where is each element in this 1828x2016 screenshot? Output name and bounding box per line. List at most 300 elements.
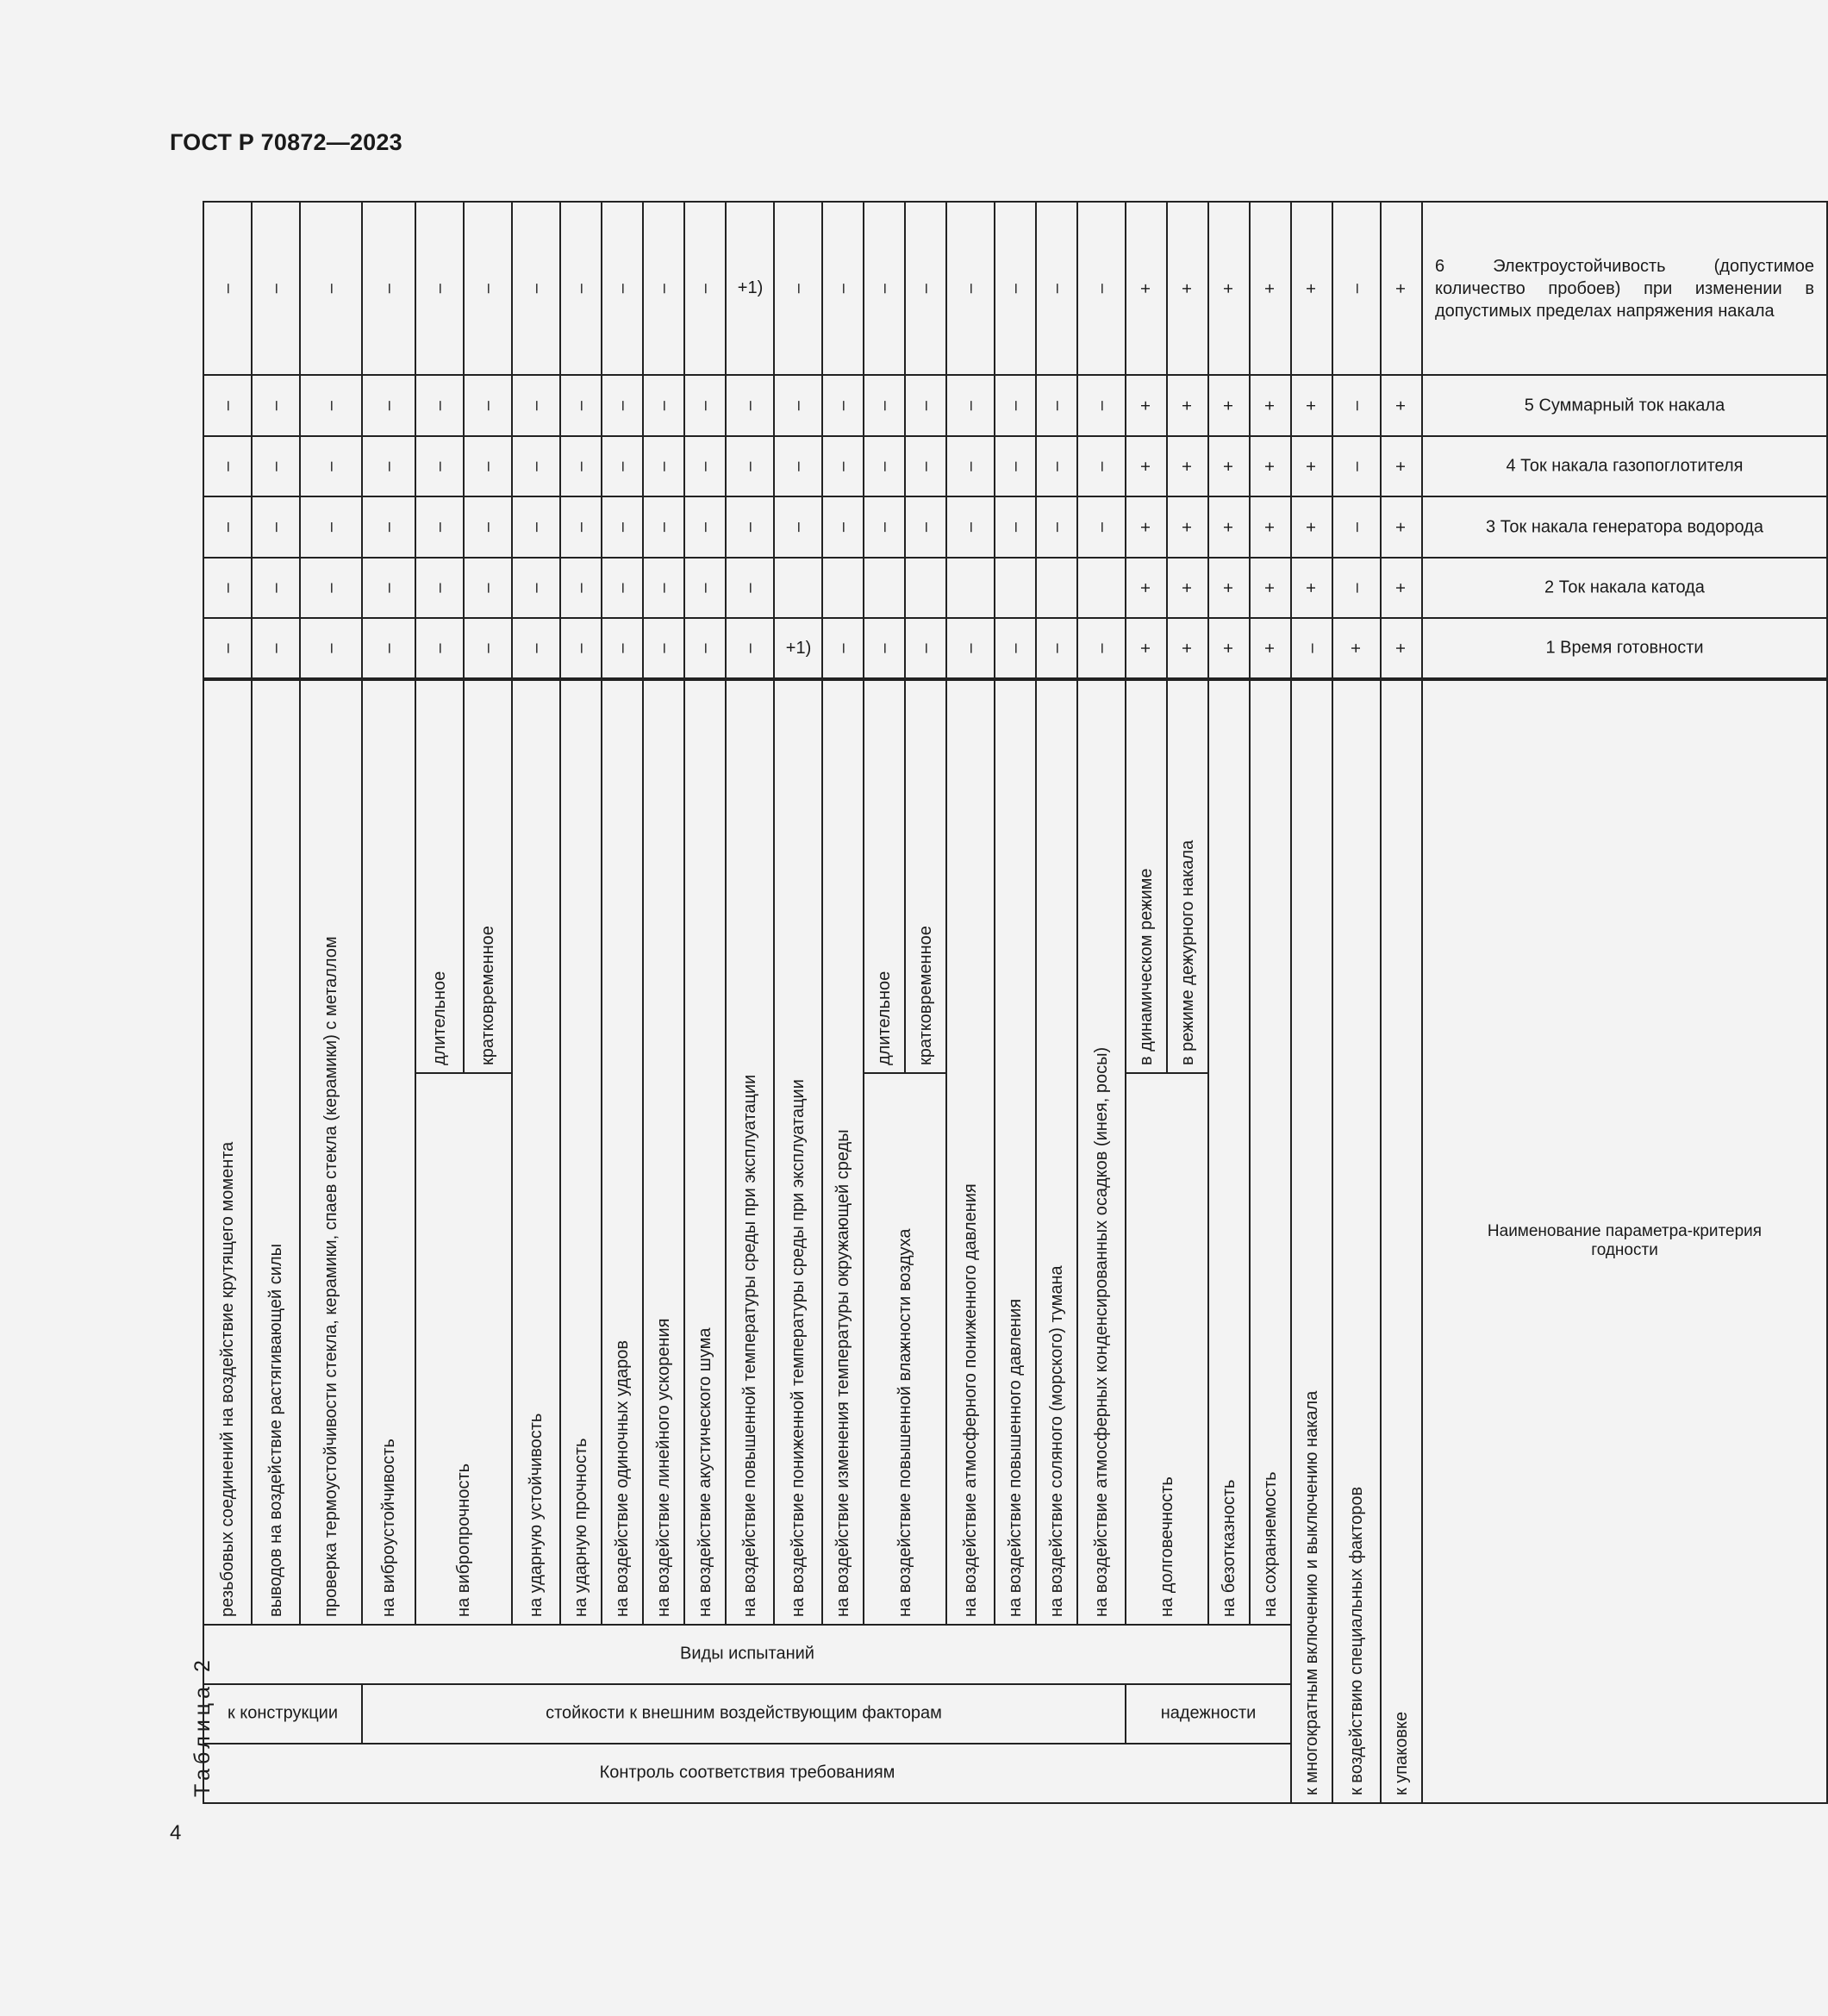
value-cell xyxy=(203,558,252,618)
value-cell xyxy=(1291,436,1332,496)
applicability-mark: + xyxy=(1301,400,1321,411)
value-cell xyxy=(905,436,946,496)
value-cell xyxy=(1077,436,1126,496)
table-row xyxy=(512,202,560,1803)
value-cell xyxy=(684,496,726,557)
value-cell xyxy=(1381,375,1422,435)
table-row xyxy=(300,202,362,1803)
applicability-mark: + xyxy=(1301,583,1321,593)
test-label-cell xyxy=(560,679,602,1625)
value-cell xyxy=(362,618,415,678)
test-label-cell xyxy=(1381,679,1422,1803)
applicability-mark: – xyxy=(321,461,340,471)
applicability-mark: + xyxy=(1301,283,1321,294)
applicability-mark: – xyxy=(612,461,632,471)
applicability-mark: – xyxy=(1005,284,1025,294)
parameter-header-row xyxy=(1422,202,1827,1803)
value-cell xyxy=(1332,375,1381,435)
parameter-header-cell xyxy=(1422,558,1827,618)
parameter-header-label: 4 Ток накала газопоглотителя xyxy=(1506,456,1744,476)
test-label-cell xyxy=(1250,679,1291,1625)
applicability-mark: + xyxy=(1219,461,1238,471)
parameter-header-label: 1 Время готовности xyxy=(1545,638,1704,658)
value-cell xyxy=(995,558,1036,618)
value-cell xyxy=(203,375,252,435)
applicability-mark: + xyxy=(1219,400,1238,411)
value-cell xyxy=(1208,496,1250,557)
value-cell xyxy=(684,618,726,678)
applicability-mark: – xyxy=(695,643,714,653)
value-cell xyxy=(1036,436,1077,496)
applicability-mark: – xyxy=(695,583,714,593)
specification-table-frame xyxy=(203,201,1814,1804)
value-cell xyxy=(1250,618,1291,678)
applicability-mark: +1) xyxy=(737,278,763,298)
applicability-mark: – xyxy=(1091,522,1111,533)
table-row xyxy=(1036,202,1077,1803)
test-types-header: Виды испытаний xyxy=(680,1644,814,1663)
value-cell xyxy=(1381,558,1422,618)
value-cell xyxy=(1077,558,1126,618)
value-cell xyxy=(362,496,415,557)
value-cell xyxy=(1077,496,1126,557)
value-cell xyxy=(1332,436,1381,496)
test-label: к многократным включению и выключению накала xyxy=(1301,1390,1321,1795)
value-cell xyxy=(1077,618,1126,678)
applicability-mark: + xyxy=(1177,400,1197,411)
test-label: на воздействие соляного (морского) тумана xyxy=(1046,1265,1066,1617)
value-cell xyxy=(946,436,995,496)
applicability-mark: + xyxy=(1219,521,1238,533)
applicability-mark: + xyxy=(1260,583,1280,593)
test-group-label: на долговечность xyxy=(1157,1476,1176,1617)
test-label-cell xyxy=(1332,679,1381,1803)
applicability-mark: – xyxy=(1091,284,1111,294)
applicability-mark: – xyxy=(833,401,852,411)
corner-header-cell xyxy=(1422,679,1827,1803)
applicability-mark: + xyxy=(1391,643,1411,653)
test-label: на воздействие атмосферного пониженного давления xyxy=(960,1183,980,1617)
document-header: ГОСТ Р 70872—2023 xyxy=(170,129,402,155)
value-cell xyxy=(560,436,602,496)
test-label-cell xyxy=(946,679,995,1625)
test-sublabel-cell xyxy=(1167,679,1208,1073)
table-row xyxy=(1332,202,1381,1803)
applicability-mark: – xyxy=(378,461,398,471)
applicability-mark: – xyxy=(788,401,808,411)
applicability-mark: – xyxy=(477,284,497,294)
applicability-mark: – xyxy=(739,643,759,653)
value-cell xyxy=(1332,558,1381,618)
value-cell xyxy=(1291,202,1332,375)
applicability-mark: – xyxy=(477,583,497,593)
applicability-mark: +1) xyxy=(785,638,811,658)
value-cell xyxy=(1381,496,1422,557)
applicability-mark: – xyxy=(960,643,980,653)
applicability-mark: – xyxy=(1005,401,1025,411)
applicability-mark: + xyxy=(1391,461,1411,471)
table-row xyxy=(415,202,464,1803)
applicability-mark: – xyxy=(833,284,852,294)
applicability-mark: – xyxy=(321,401,340,411)
applicability-mark: – xyxy=(321,583,340,593)
applicability-mark: – xyxy=(477,461,497,471)
value-cell xyxy=(1167,202,1208,375)
applicability-mark: – xyxy=(874,284,894,294)
applicability-mark: – xyxy=(695,522,714,533)
test-sublabel: кратковременное xyxy=(915,926,935,1066)
applicability-mark: + xyxy=(1177,643,1197,653)
value-cell xyxy=(1126,436,1167,496)
value-cell xyxy=(1250,375,1291,435)
test-label: на воздействие линейного ускорения xyxy=(653,1318,673,1617)
value-cell xyxy=(602,436,643,496)
value-cell xyxy=(995,202,1036,375)
value-cell xyxy=(864,375,905,435)
value-cell xyxy=(822,375,864,435)
applicability-mark: – xyxy=(1301,643,1321,653)
applicability-mark: – xyxy=(429,643,449,653)
applicability-mark: + xyxy=(1346,643,1366,653)
test-group-label: на вибропрочность xyxy=(453,1463,473,1617)
value-cell xyxy=(1167,618,1208,678)
applicability-mark: – xyxy=(217,284,237,294)
test-label-cell xyxy=(512,679,560,1625)
applicability-mark: – xyxy=(612,284,632,294)
value-cell xyxy=(464,436,512,496)
value-cell xyxy=(822,202,864,375)
applicability-mark: – xyxy=(571,522,590,533)
applicability-mark: – xyxy=(960,401,980,411)
value-cell xyxy=(643,496,684,557)
value-cell xyxy=(560,496,602,557)
value-cell xyxy=(726,375,774,435)
applicability-mark: – xyxy=(833,643,852,653)
applicability-mark: – xyxy=(1346,461,1366,471)
applicability-mark: – xyxy=(915,522,935,533)
value-cell xyxy=(726,496,774,557)
applicability-mark: – xyxy=(653,284,673,294)
value-cell xyxy=(362,558,415,618)
value-cell xyxy=(362,202,415,375)
value-cell xyxy=(512,375,560,435)
applicability-mark: + xyxy=(1260,643,1280,653)
applicability-mark: – xyxy=(653,643,673,653)
value-cell xyxy=(1332,496,1381,557)
test-label: на воздействие атмосферных конденсированных осадков (инея, росы) xyxy=(1091,1046,1111,1617)
applicability-mark: + xyxy=(1136,400,1156,411)
test-label-cell xyxy=(995,679,1036,1625)
applicability-mark: + xyxy=(1177,283,1197,294)
table-body xyxy=(203,202,1827,1803)
test-label: резьбовых соединений на воздействие крутящего момента xyxy=(217,1141,237,1617)
value-cell xyxy=(1126,202,1167,375)
construction-header-cell xyxy=(203,1684,362,1744)
test-sublabel-cell xyxy=(464,679,512,1073)
value-cell xyxy=(1291,558,1332,618)
applicability-mark: – xyxy=(265,643,285,653)
test-label-cell xyxy=(300,679,362,1625)
value-cell xyxy=(1126,496,1167,557)
value-cell xyxy=(1208,375,1250,435)
value-cell xyxy=(1036,375,1077,435)
test-label: на воздействие повышенной температуры среды при эксплуатации xyxy=(739,1074,759,1617)
test-label: проверка термоустойчивости стекла, керамики, спаев стекла (керамики) с металлом xyxy=(321,936,340,1617)
value-cell xyxy=(1381,202,1422,375)
applicability-mark: – xyxy=(265,461,285,471)
value-cell xyxy=(946,375,995,435)
page-number: 4 xyxy=(170,1821,182,1844)
applicability-mark: – xyxy=(429,522,449,533)
value-cell xyxy=(415,436,464,496)
value-cell xyxy=(774,375,822,435)
test-group-cell xyxy=(1126,1073,1208,1625)
applicability-mark: + xyxy=(1301,521,1321,533)
applicability-mark: – xyxy=(1046,401,1066,411)
applicability-mark: – xyxy=(612,522,632,533)
applicability-mark: – xyxy=(265,522,285,533)
value-cell xyxy=(602,202,643,375)
applicability-mark: – xyxy=(960,522,980,533)
value-cell xyxy=(822,618,864,678)
parameter-header-label: 3 Ток накала генератора водорода xyxy=(1486,517,1763,537)
value-cell xyxy=(1208,558,1250,618)
value-cell xyxy=(864,618,905,678)
test-label-cell xyxy=(1208,679,1250,1625)
applicability-mark: – xyxy=(429,583,449,593)
test-label: на ударную прочность xyxy=(571,1438,590,1617)
reliability-header: надежности xyxy=(1160,1703,1257,1723)
applicability-mark: – xyxy=(1046,522,1066,533)
test-label-cell xyxy=(822,679,864,1625)
value-cell xyxy=(1208,436,1250,496)
value-cell xyxy=(726,202,774,375)
applicability-mark: – xyxy=(217,643,237,653)
test-label: выводов на воздействие растягивающей силы xyxy=(265,1244,285,1617)
applicability-mark: – xyxy=(874,461,894,471)
applicability-mark: – xyxy=(915,401,935,411)
test-label-cell xyxy=(726,679,774,1625)
value-cell xyxy=(822,436,864,496)
test-sublabel: кратковременное xyxy=(477,926,497,1066)
value-cell xyxy=(1167,375,1208,435)
applicability-mark: – xyxy=(788,284,808,294)
value-cell xyxy=(684,375,726,435)
test-label: на воздействие пониженной температуры среды при эксплуатации xyxy=(788,1079,808,1617)
value-cell xyxy=(864,436,905,496)
applicability-mark: + xyxy=(1391,521,1411,533)
applicability-mark: + xyxy=(1136,521,1156,533)
applicability-mark: – xyxy=(1046,643,1066,653)
applicability-mark: – xyxy=(1046,284,1066,294)
applicability-mark: – xyxy=(265,284,285,294)
value-cell xyxy=(464,558,512,618)
applicability-mark: – xyxy=(653,461,673,471)
applicability-mark: + xyxy=(1391,283,1411,294)
applicability-mark: – xyxy=(1091,643,1111,653)
test-label: к упаковке xyxy=(1391,1711,1411,1795)
applicability-mark: – xyxy=(526,583,546,593)
value-cell xyxy=(643,618,684,678)
applicability-mark: – xyxy=(788,522,808,533)
value-cell xyxy=(1208,618,1250,678)
value-cell xyxy=(1332,618,1381,678)
value-cell xyxy=(464,496,512,557)
parameter-header-cell xyxy=(1422,202,1827,375)
applicability-mark: – xyxy=(378,583,398,593)
test-label-cell xyxy=(362,679,415,1625)
applicability-mark: + xyxy=(1177,583,1197,593)
value-cell xyxy=(252,558,300,618)
value-cell xyxy=(726,618,774,678)
test-group-cell xyxy=(415,1073,512,1625)
corner-header-label: Наименование параметра-критерия годности xyxy=(1487,1222,1762,1260)
value-cell xyxy=(864,202,905,375)
test-label: на воздействие повышенного давления xyxy=(1005,1298,1025,1617)
value-cell xyxy=(643,436,684,496)
value-cell xyxy=(252,202,300,375)
value-cell xyxy=(1291,496,1332,557)
test-label: на безотказность xyxy=(1219,1479,1238,1617)
applicability-mark: – xyxy=(429,461,449,471)
test-label: на воздействие изменения температуры окружающей среды xyxy=(833,1129,852,1617)
table-row xyxy=(1381,202,1422,1803)
table-row xyxy=(560,202,602,1803)
applicability-mark: – xyxy=(1005,643,1025,653)
value-cell xyxy=(774,202,822,375)
value-cell xyxy=(774,618,822,678)
applicability-mark: + xyxy=(1260,521,1280,533)
value-cell xyxy=(905,496,946,557)
test-label: на сохраняемость xyxy=(1260,1471,1280,1617)
value-cell xyxy=(1126,375,1167,435)
value-cell xyxy=(1036,202,1077,375)
applicability-mark: – xyxy=(526,522,546,533)
parameter-header-cell xyxy=(1422,375,1827,435)
applicability-mark: – xyxy=(915,461,935,471)
applicability-mark: – xyxy=(217,583,237,593)
parameter-header-cell xyxy=(1422,618,1827,678)
applicability-mark: – xyxy=(874,522,894,533)
applicability-mark: + xyxy=(1301,461,1321,471)
applicability-mark: – xyxy=(739,401,759,411)
test-sublabel: длительное xyxy=(874,971,894,1066)
value-cell xyxy=(1126,618,1167,678)
applicability-mark: – xyxy=(378,401,398,411)
value-cell xyxy=(362,436,415,496)
applicability-mark: – xyxy=(321,284,340,294)
parameter-header-label: 5 Суммарный ток накала xyxy=(1524,396,1725,415)
applicability-mark: – xyxy=(571,643,590,653)
applicability-mark: + xyxy=(1391,583,1411,593)
value-cell xyxy=(203,496,252,557)
value-cell xyxy=(1332,202,1381,375)
value-cell xyxy=(560,558,602,618)
applicability-mark: – xyxy=(526,401,546,411)
value-cell xyxy=(946,558,995,618)
value-cell xyxy=(905,558,946,618)
test-types-header-cell xyxy=(203,1625,1291,1684)
value-cell xyxy=(864,558,905,618)
applicability-mark: – xyxy=(960,461,980,471)
applicability-mark: – xyxy=(739,522,759,533)
value-cell xyxy=(1036,558,1077,618)
value-cell xyxy=(560,375,602,435)
table-row xyxy=(203,202,252,1803)
applicability-mark: – xyxy=(217,401,237,411)
parameter-header-label: 2 Ток накала катода xyxy=(1544,577,1705,597)
value-cell xyxy=(560,202,602,375)
value-cell xyxy=(602,496,643,557)
applicability-mark: – xyxy=(265,401,285,411)
value-cell xyxy=(300,202,362,375)
value-cell xyxy=(512,558,560,618)
test-label: на воздействие акустического шума xyxy=(695,1327,714,1617)
test-sublabel: в динамическом режиме xyxy=(1136,868,1156,1066)
test-label: на ударную устойчивость xyxy=(526,1413,546,1617)
reliability-header-cell xyxy=(1126,1684,1291,1744)
value-cell xyxy=(252,375,300,435)
value-cell xyxy=(1036,496,1077,557)
value-cell xyxy=(1208,202,1250,375)
value-cell xyxy=(464,375,512,435)
parameter-header-cell xyxy=(1422,496,1827,557)
applicability-mark: – xyxy=(321,643,340,653)
applicability-mark: – xyxy=(695,284,714,294)
applicability-mark: – xyxy=(378,284,398,294)
applicability-mark: – xyxy=(429,401,449,411)
applicability-mark: – xyxy=(833,522,852,533)
applicability-mark: – xyxy=(739,461,759,471)
applicability-mark: – xyxy=(526,461,546,471)
test-label-cell xyxy=(602,679,643,1625)
resistance-header-cell xyxy=(362,1684,1126,1744)
test-label-cell xyxy=(684,679,726,1625)
value-cell xyxy=(1291,375,1332,435)
value-cell xyxy=(415,202,464,375)
value-cell xyxy=(905,618,946,678)
value-cell xyxy=(1250,496,1291,557)
applicability-mark: – xyxy=(526,284,546,294)
test-label-cell xyxy=(774,679,822,1625)
value-cell xyxy=(415,558,464,618)
value-cell xyxy=(1167,558,1208,618)
value-cell xyxy=(300,436,362,496)
value-cell xyxy=(362,375,415,435)
value-cell xyxy=(905,375,946,435)
table-row xyxy=(822,202,864,1803)
table-row xyxy=(946,202,995,1803)
test-sublabel-cell xyxy=(415,679,464,1073)
value-cell xyxy=(415,496,464,557)
table-row xyxy=(995,202,1036,1803)
table-caption: Таблица 2 xyxy=(190,1656,215,1797)
table-row xyxy=(602,202,643,1803)
value-cell xyxy=(946,496,995,557)
value-cell xyxy=(774,436,822,496)
applicability-mark: + xyxy=(1177,461,1197,471)
applicability-mark: – xyxy=(1005,522,1025,533)
value-cell xyxy=(995,436,1036,496)
table-row xyxy=(774,202,822,1803)
value-cell xyxy=(995,375,1036,435)
value-cell xyxy=(602,618,643,678)
applicability-mark: – xyxy=(739,583,759,593)
value-cell xyxy=(995,618,1036,678)
value-cell xyxy=(1167,436,1208,496)
applicability-mark: + xyxy=(1260,461,1280,471)
test-label-cell xyxy=(203,679,252,1625)
